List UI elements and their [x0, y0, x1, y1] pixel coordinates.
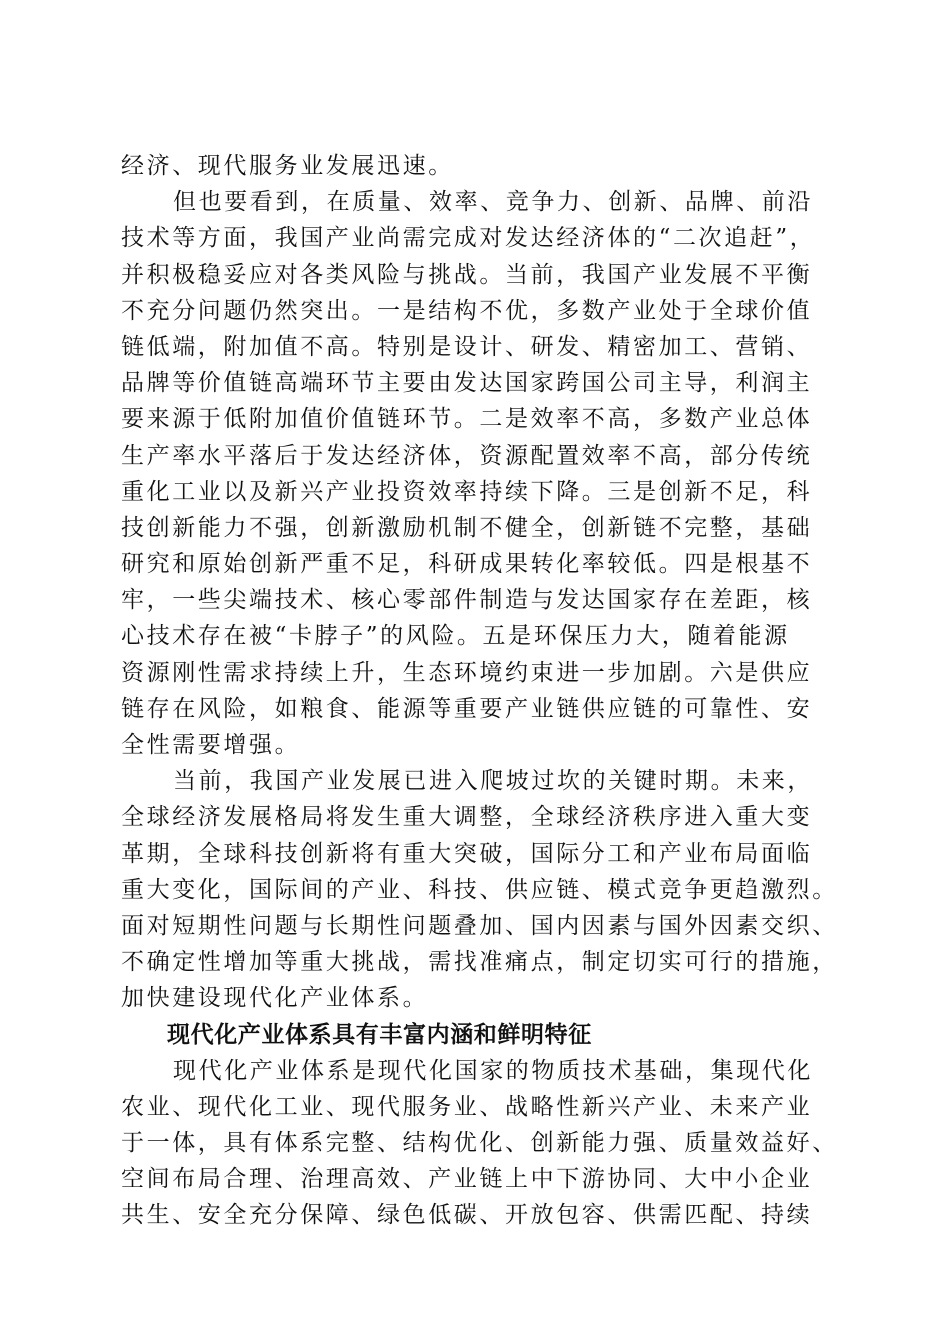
text-line: 链存在风险，如粮食、能源等重要产业链供应链的可靠性、安 — [121, 695, 813, 722]
text-line: 重化工业以及新兴产业投资效率持续下降。三是创新不足，科 — [121, 478, 813, 505]
body-text — [121, 148, 838, 1234]
text-line: 研究和原始创新严重不足，科研成果转化率较低。四是根基不 — [121, 551, 813, 578]
text-line: 技创新能力不强，创新激励机制不健全，创新链不完整，基础 — [121, 514, 813, 541]
text-line: 空间布局合理、治理高效、产业链上中下游协同、大中小企业 — [121, 1166, 813, 1193]
text-line: 经济、现代服务业发展迅速。 — [121, 153, 454, 179]
paragraph-start-line: 当前，我国产业发展已进入爬坡过坎的关键时期。未来， — [173, 768, 813, 795]
paragraph-start-line: 现代化产业体系是现代化国家的物质技术基础，集现代化 — [173, 1057, 813, 1084]
text-line: 生产率水平落后于发达经济体，资源配置效率不高，部分传统 — [121, 442, 813, 469]
text-line: 共生、安全充分保障、绿色低碳、开放包容、供需匹配、持续 — [121, 1202, 813, 1229]
text-line: 革期，全球科技创新将有重大突破，国际分工和产业布局面临 — [121, 840, 813, 867]
text-line: 资源刚性需求持续上升，生态环境约束进一步加剧。六是供应 — [121, 659, 813, 686]
text-line: 农业、现代化工业、现代服务业、战略性新兴产业、未来产业 — [121, 1093, 813, 1120]
text-line: 品牌等价值链高端环节主要由发达国家跨国公司主导，利润主 — [121, 370, 813, 397]
text-line: 要来源于低附加值价值链环节。二是效率不高，多数产业总体 — [121, 406, 813, 433]
text-line: 重大变化，国际间的产业、科技、供应链、模式竞争更趋激烈。 — [121, 876, 838, 903]
text-line: 于一体，具有体系完整、结构优化、创新能力强、质量效益好、 — [121, 1130, 838, 1157]
text-line: 全球经济发展格局将发生重大调整，全球经济秩序进入重大变 — [121, 804, 813, 831]
text-line: 面对短期性问题与长期性问题叠加、国内因素与国外因素交织、 — [121, 912, 838, 939]
text-line: 链低端，附加值不高。特别是设计、研发、精密加工、营销、 — [121, 333, 813, 360]
text-line: 心技术存在被“卡脖子”的风险。五是环保压力大，随着能源 — [121, 623, 790, 650]
text-line: 牢，一些尖端技术、核心零部件制造与发达国家存在差距，核 — [121, 587, 813, 614]
text-line: 不充分问题仍然突出。一是结构不优，多数产业处于全球价值 — [121, 297, 813, 324]
section-heading: 现代化产业体系具有丰富内涵和鲜明特征 — [167, 1021, 592, 1048]
text-line: 全性需要增强。 — [121, 732, 301, 758]
paragraph-start-line: 但也要看到，在质量、效率、竞争力、创新、品牌、前沿 — [173, 189, 813, 216]
text-line: 并积极稳妥应对各类风险与挑战。当前，我国产业发展不平衡 — [121, 261, 813, 288]
text-line: 技术等方面，我国产业尚需完成对发达经济体的“二次追赶”， — [121, 225, 816, 252]
text-line: 加快建设现代化产业体系。 — [121, 985, 429, 1012]
text-line: 不确定性增加等重大挑战，需找准痛点，制定切实可行的措施， — [121, 949, 838, 976]
